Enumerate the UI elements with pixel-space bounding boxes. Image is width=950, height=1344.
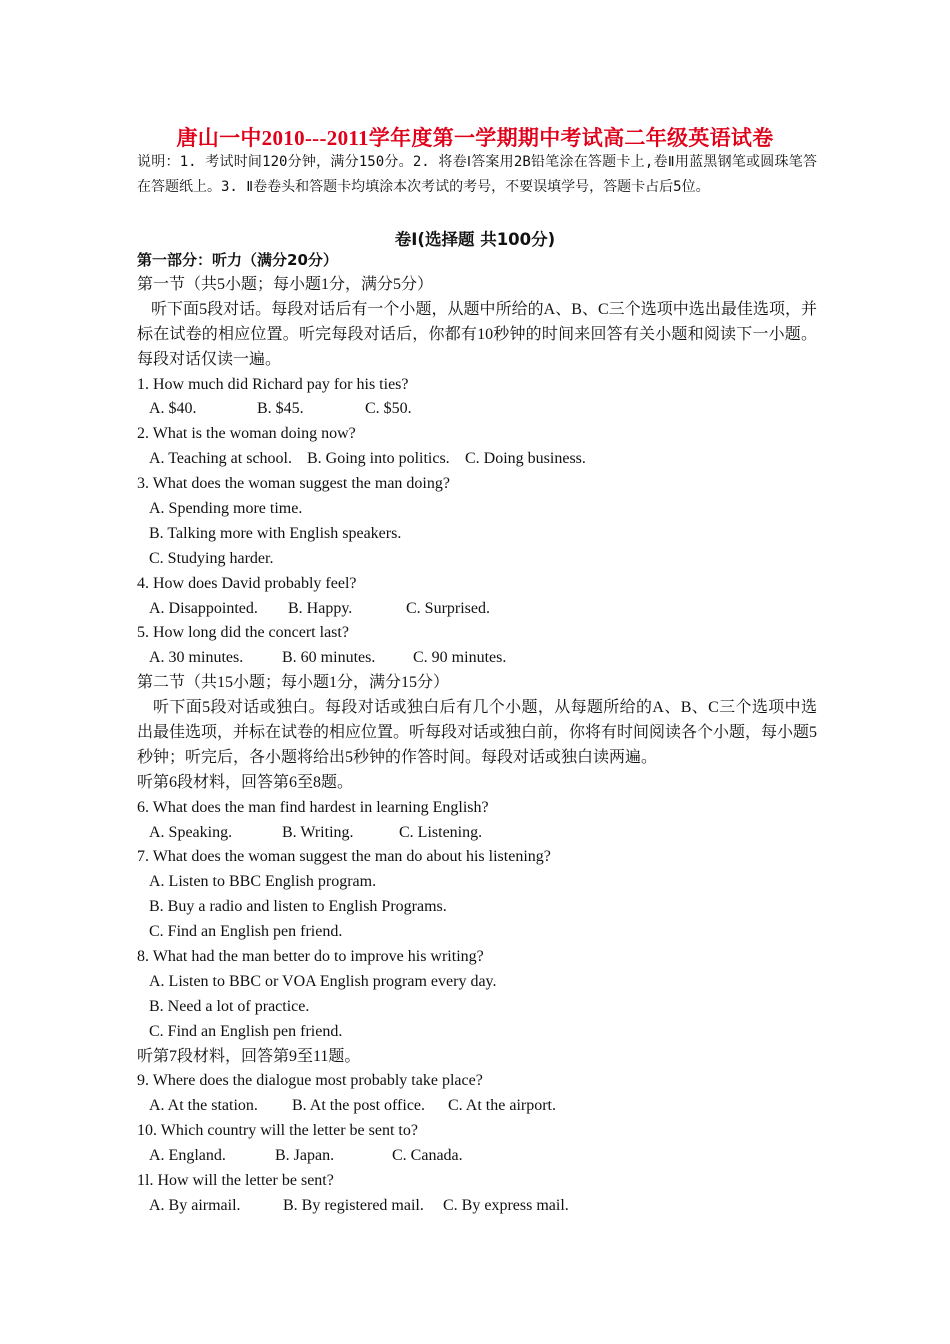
option-c: C. 90 minutes. [413, 649, 507, 667]
option-b: B. Happy. [288, 599, 353, 617]
option-a: A. At the station. [149, 1097, 258, 1115]
option-b: B. Buy a radio and listen to English Programs. [149, 898, 447, 916]
option-a: A. England. [149, 1147, 226, 1165]
exam-title: 唐山一中2010---2011学年度第一学期期中考试高二年级英语试卷 [176, 126, 774, 150]
option-b: B. Writing. [282, 823, 354, 841]
question-9-stem: 9. Where does the dialogue most probably take place? [137, 1072, 483, 1090]
question-6-options [137, 821, 817, 846]
option-a: A. Listen to BBC or VOA English program every day. [149, 972, 497, 990]
question-10-stem: 10. Which country will the letter be sent to? [137, 1122, 418, 1140]
option-a: A. Speaking. [149, 823, 233, 841]
material-6-note: 听第6段材料，回答第6至8题。 [137, 773, 354, 791]
question-1-options [137, 397, 817, 422]
question-2-stem: 2. What is the woman doing now? [137, 425, 356, 443]
question-1-stem: 1. How much did Richard pay for his ties? [137, 375, 409, 393]
question-10-options [137, 1144, 817, 1169]
option-b: B. By registered mail. [283, 1196, 424, 1214]
option-a: A. Disappointed. [149, 599, 258, 617]
option-a: A. By airmail. [149, 1196, 241, 1214]
question-6-stem: 6. What does the man find hardest in learning English? [137, 798, 489, 816]
part1-heading: 第一部分：听力（满分20分） [137, 251, 338, 269]
option-b: B. Need a lot of practice. [149, 997, 310, 1015]
section2-heading: 第二节（共15小题；每小题1分，满分15分） [137, 674, 450, 692]
option-b: B. Going into politics. [307, 450, 450, 468]
option-c: C. Surprised. [406, 599, 490, 617]
option-a: A. $40. [149, 400, 197, 418]
option-a: A. Teaching at school. [149, 450, 292, 468]
option-b: B. Japan. [275, 1147, 335, 1165]
question-3-stem: 3. What does the woman suggest the man doing? [137, 475, 450, 493]
volume-heading: 卷Ⅰ(选择题 共100分) [394, 230, 556, 249]
question-5-options [137, 646, 817, 671]
question-11-options [137, 1194, 817, 1219]
question-4-stem: 4. How does David probably feel? [137, 574, 357, 592]
option-c: C. Listening. [399, 823, 483, 841]
option-c: C. Find an English pen friend. [149, 923, 343, 941]
question-11-stem: 1l. How will the letter be sent? [137, 1172, 334, 1190]
question-4-options [137, 597, 817, 622]
question-2-options [137, 447, 817, 472]
material-7-note: 听第7段材料，回答第9至11题。 [137, 1047, 361, 1065]
option-c: C. $50. [365, 400, 412, 418]
option-a: A. Spending more time. [149, 499, 303, 517]
option-b: B. 60 minutes. [282, 649, 376, 667]
option-a: A. Listen to BBC English program. [149, 873, 377, 891]
option-c: C. Find an English pen friend. [149, 1022, 343, 1040]
option-a: A. 30 minutes. [149, 649, 244, 667]
exam-content [137, 248, 817, 1219]
option-b: B. $45. [257, 400, 304, 418]
option-b: B. At the post office. [292, 1097, 426, 1115]
option-c: C. Canada. [392, 1147, 463, 1165]
section1-heading: 第一节（共5小题；每小题1分，满分5分） [137, 275, 434, 293]
exam-instructions: 说明：1. 考试时间120分钟，满分150分。2. 将卷Ⅰ答案用2B铅笔涂在答题卡上,卷Ⅱ用蓝黑钢笔或圆珠笔答在答题纸上。3. Ⅱ卷卷头和答题卡均填涂本次考试的考号，不要误填学号，答题卡占后5位。 [137, 154, 817, 195]
option-c: C. Doing business. [465, 450, 586, 468]
question-9-options [137, 1094, 817, 1119]
option-b: B. Talking more with English speakers. [149, 524, 402, 542]
option-c: C. Studying harder. [149, 549, 274, 567]
question-5-stem: 5. How long did the concert last? [137, 624, 349, 642]
question-8-stem: 8. What had the man better do to improve his writing? [137, 948, 484, 966]
section2-directions: 听下面5段对话或独白。每段对话或独白后有几个小题，从每题所给的A、B、C三个选项中选出最佳选项，并标在试卷的相应位置。听每段对话或独白前，你将有时间阅读各个小题，每小题5秒钟；听完后，各小题将给出5秒钟的作答时间。每段对话或独白读两遍。 [137, 699, 818, 766]
option-c: C. By express mail. [443, 1196, 569, 1214]
section1-directions: 听下面5段对话。每段对话后有一个小题，从题中所给的A、B、C三个选项中选出最佳选项，并标在试卷的相应位置。听完每段对话后，你都有10秒钟的时间来回答有关小题和阅读下一小题。每段对话仅读一遍。 [137, 300, 817, 368]
question-7-stem: 7. What does the woman suggest the man do about his listening? [137, 848, 551, 866]
option-c: C. At the airport. [448, 1097, 556, 1115]
